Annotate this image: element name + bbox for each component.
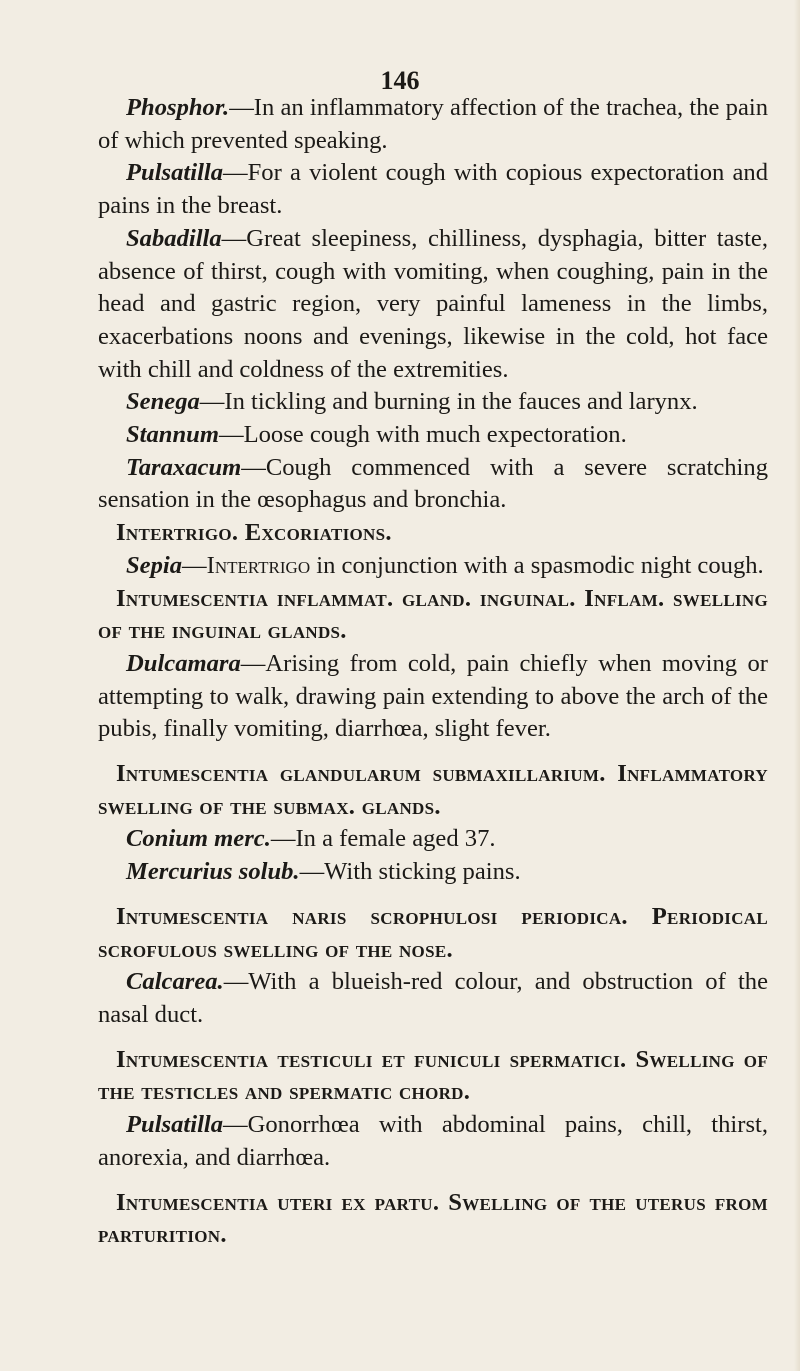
remedy-name: Taraxacum bbox=[126, 453, 242, 481]
entry-text: —Arising from cold, pain chiefly when moving or attempting to walk, drawing pain extending to above the arch of the pubis, finally vomiting, diarrhœa, slight fever. bbox=[98, 649, 768, 743]
page-number: 146 bbox=[380, 66, 420, 95]
entry-text: —Loose cough with much expectoration. bbox=[218, 421, 627, 449]
heading-latin: Intumescentia naris scrophulosi periodica. bbox=[116, 902, 628, 930]
remedy-name: Pulsatilla bbox=[126, 159, 224, 187]
heading-english: Inflam. swelling of the inguinal glands. bbox=[98, 584, 769, 645]
heading-english: Inflammatory swelling of the submax. glands. bbox=[98, 760, 768, 820]
heading-english: Periodical scrofulous swelling of the nose. bbox=[98, 902, 768, 963]
entry-text: —In a female aged 37. bbox=[270, 825, 496, 853]
remedy-name: Conium merc. bbox=[126, 825, 271, 853]
section-heading-testicles bbox=[98, 1044, 768, 1109]
entry-text: —In tickling and burning in the fauces and larynx. bbox=[199, 388, 698, 416]
entry-sepia bbox=[98, 550, 768, 583]
entry-text: —Gonorrhœa with abdominal pains, chill, thirst, anorexia, and diarrhœa. bbox=[98, 1111, 768, 1171]
entry-taraxacum bbox=[98, 452, 768, 517]
heading-latin: Intumescentia testiculi et funiculi spermatici. bbox=[116, 1045, 627, 1073]
heading-latin: Intumescentia glandularum submaxillarium. bbox=[116, 760, 606, 788]
entry-dulcamara bbox=[98, 648, 768, 746]
section-heading-intertrigo: Intertrigo. Excoriations. bbox=[116, 519, 392, 547]
entry-text: —In an inflammatory affection of the trachea, the pain of which prevented speaking. bbox=[98, 94, 768, 154]
remedy-name: Sepia bbox=[126, 551, 183, 579]
entry-stannum bbox=[98, 419, 768, 452]
heading-english: Swelling of the testicles and spermatic chord. bbox=[98, 1045, 768, 1106]
page-text bbox=[98, 92, 768, 1252]
heading-english: Swelling of the uterus from parturition. bbox=[98, 1188, 768, 1249]
section-heading-inguinal bbox=[98, 583, 768, 648]
entry-text: —With sticking pains. bbox=[299, 858, 521, 886]
entry-text: —Cough commenced with a severe scratching sensation in the œsophagus and bronchia. bbox=[98, 453, 768, 514]
page-edge-shadow bbox=[794, 0, 800, 1371]
remedy-name: Stannum bbox=[126, 421, 219, 449]
entry-text: —With a blueish-red colour, and obstruction of the nasal duct. bbox=[98, 968, 768, 1028]
remedy-name: Dulcamara bbox=[126, 649, 241, 677]
entry-pulsatilla bbox=[98, 157, 768, 222]
entry-text-lead: —Intertrigo bbox=[182, 551, 311, 579]
remedy-name: Senega bbox=[126, 388, 200, 416]
entry-text: —For a violent cough with copious expectoration and pains in the breast. bbox=[98, 159, 768, 220]
entry-calcarea bbox=[98, 966, 768, 1031]
entry-phosphor bbox=[98, 92, 768, 157]
remedy-name: Sabadilla bbox=[126, 224, 222, 252]
section-heading-submaxillary bbox=[98, 758, 768, 823]
remedy-name: Phosphor. bbox=[126, 94, 230, 121]
entry-sabadilla bbox=[98, 223, 768, 387]
heading-latin: Intumescentia inflammat. gland. inguinal. bbox=[116, 584, 576, 612]
remedy-name: Pulsatilla bbox=[126, 1111, 224, 1139]
section-heading-nose bbox=[98, 901, 768, 966]
entry-pulsatilla-2 bbox=[98, 1109, 768, 1174]
section-heading-uterus bbox=[98, 1187, 768, 1252]
entry-senega bbox=[98, 386, 768, 419]
heading-latin: Intumescentia uteri ex partu. bbox=[116, 1188, 440, 1216]
remedy-name: Calcarea. bbox=[126, 968, 224, 996]
entry-text: in conjunction with a spasmodic night cough. bbox=[310, 551, 764, 579]
entry-text: —Great sleepiness, chilliness, dysphagia, bitter taste, absence of thirst, cough with vomiting, when coughing, pain in the head and gastric region, very painful lameness in the limbs, exacerbations noons and evenings, likewise in the cold, hot face with chill and coldness of the extremities. bbox=[98, 224, 768, 383]
entry-mercurius bbox=[98, 856, 768, 889]
entry-conium bbox=[98, 823, 768, 856]
remedy-name: Mercurius solub. bbox=[126, 858, 300, 886]
